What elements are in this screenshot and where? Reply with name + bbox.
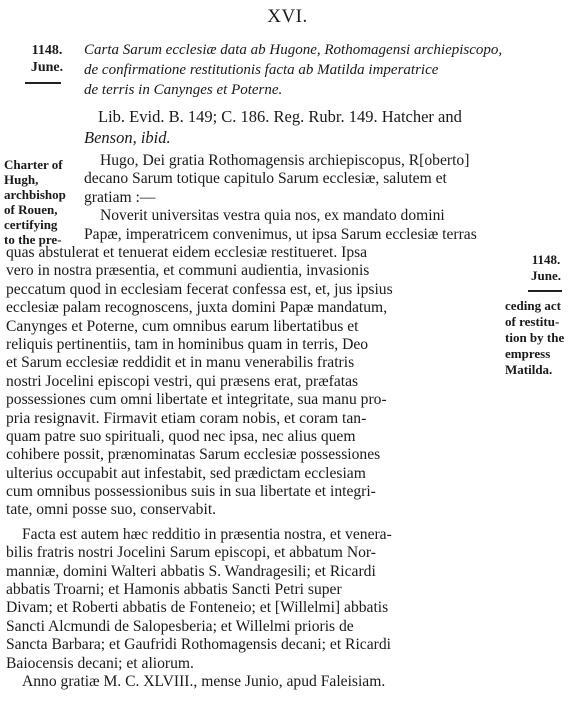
body-line: Facta est autem hæc redditio in præsentia nostra, et venera- [22,526,392,543]
margin-note-right: tion by the [505,330,565,345]
margin-date-month: June. [531,268,561,283]
title-line: de confirmatione restitutionis facta ab Matilda imperatrice [84,62,439,78]
body-line: peccatum quod in ecclesiam fecerat confessa est, et, jus ipsius [6,281,393,298]
body-line: manniæ, domini Walteri abbatis S. Wandragesili; et Ricardi [6,563,376,580]
body-line: reliquis pertinentiis, tam in hominibus quam in terris, Deo [6,336,369,353]
date-note-year: 1148. [31,43,63,58]
margin-note-left: archbishop [4,187,66,202]
margin-note-right: ceding act [505,298,561,313]
margin-note-left: certifying [4,217,58,232]
body-line: nostri Jocelini episcopi vestri, qui præsens erat, præfatas [6,373,359,390]
body-line: Papæ, imperatricem convenimus, ut ipsa Sarum ecclesiæ terras [84,226,477,243]
closing-prefix: Anno gratiæ [22,673,100,690]
closing-year: M. C. XLVIII. [103,673,194,690]
body-line: Hugo, Dei gratia Rothomagensis archiepiscopus, R[oberto] [100,152,470,169]
date-note-rule [25,82,61,84]
body-line: quam patre suo spirituali, quod nec ipsa, nec alius quem [6,428,356,445]
margin-note-right: empress [505,346,551,361]
closing-suffix: , mense Junio, apud Faleisiam. [193,673,386,690]
margin-date-rule [528,290,562,292]
reference-line: Benson, ibid. [84,128,171,147]
margin-note-left: Charter of [4,157,63,172]
body-line: vero in nostra præsentia, et communi audientia, invasionis [6,262,370,279]
margin-note-right: Matilda. [505,362,553,377]
body-line: pria resignavit. Firmavit etiam coram nobis, et coram tan- [6,410,367,427]
body-line: cohibere possit, prænominatas Sarum ecclesiæ possessiones [6,446,381,463]
body-line: cum omnibus possessionibus suis in sua libertate et integri- [6,483,376,500]
body-line: quas abstulerat et tenuerat eidem ecclesiæ restitueret. Ipsa [6,244,368,261]
body-line: decano Sarum totique capitulo Sarum ecclesiæ, salutem et [84,170,447,187]
body-line: Sancti Alcmundi de Salopesberia; et Willelmi prioris de [6,618,354,635]
body-line: abbatis Troarni; et Hamonis abbatis Sancti Petri super [6,581,342,598]
body-line: possessiones cum omni libertate et integritate, sua manu pro- [6,391,387,408]
reference-line: Lib. Evid. B. 149; C. 186. Reg. Rubr. 149. Hatcher and [98,107,462,126]
body-line: ecclesiæ palam recognoscens, juxta domini Papæ mandatum, [6,299,388,316]
closing-line [22,673,385,691]
margin-note-left: of Rouen, [4,202,58,217]
title-line: Carta Sarum ecclesiæ data ab Hugone, Rothomagensi archiepiscopo, [84,42,503,58]
date-note-month: June. [30,60,64,75]
body-line: ulterius occupabit aut infestabit, sed prædictam ecclesiam [6,465,366,482]
body-line: Divam; et Roberti abbatis de Fonteneio; et [Willelmi] abbatis [6,599,389,616]
body-line: Canynges et Poterne, cum omnibus earum libertatibus et [6,318,359,335]
body-line: bilis fratris nostri Jocelini Sarum episcopi, et abbatum Nor- [6,544,376,561]
body-line: Baiocensis decani; et aliorum. [6,655,194,672]
margin-date-year: 1148. [531,252,561,267]
margin-note-left: to the pre- [4,232,62,247]
body-line: et Sarum ecclesiæ reddidit et in manu venerabilis fratris [6,354,355,371]
body-line: Sancta Barbara; et Gaufridi Rothomagensis decani; et Ricardi [6,636,391,653]
document-heading: XVI. [267,6,308,27]
margin-note-left: Hugh, [4,172,39,187]
body-line: tate, omni posse suo, conservabit. [6,501,217,518]
body-line: gratiam :— [84,189,156,206]
margin-note-right: of restitu- [505,314,560,329]
body-line: Noverit universitas vestra quia nos, ex mandato domini [100,207,445,224]
title-line: de terris in Canynges et Poterne. [84,82,283,98]
